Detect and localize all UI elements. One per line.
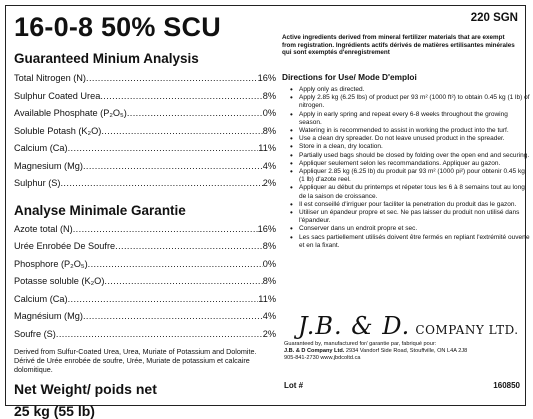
logo-company-text: COMPANY LTD. — [415, 323, 519, 337]
direction-item: • Conserver dans un endroit propre et sec. — [299, 225, 531, 233]
lot-value: 160850 — [493, 381, 520, 390]
analysis-row — [14, 238, 276, 256]
direction-item: • Partially used bags should be closed by folding over the open end and securing. — [299, 152, 531, 160]
analysis-row — [14, 105, 276, 123]
direction-item: • Utiliser un épandeur propre et sec. Ne pas laisser du produit non utilisé dans l'épandeur. — [299, 209, 531, 225]
analysis-value: 4% — [262, 160, 276, 171]
active-ingredients-text: Active ingredients derived from mineral fertilizer materials that are exempt from registration. Ingrédients actifs dérivés de matières ertilisantes minérales qui sont exemptés d'enregistrement — [282, 34, 515, 56]
analysis-value: 4% — [262, 311, 276, 321]
direction-item: • Appliquer seulement selon les recommandations. Appliquer au gazon. — [299, 160, 531, 168]
analysis-row — [14, 326, 276, 344]
company-address: 2934 Vandorf Side Road, Stouffville, ON L4A 2J8 — [344, 348, 468, 355]
analysis-row — [14, 70, 276, 88]
analysis-name: Magnésium (Mg) — [14, 311, 83, 321]
analysis-value: 2% — [262, 178, 276, 188]
analysis-value: 11% — [258, 293, 276, 304]
lot-label: Lot # — [284, 381, 304, 390]
direction-item: • Apply only as directed. — [299, 86, 531, 94]
analysis-row — [14, 308, 276, 326]
analysis-name: Urée Enrobée De Soufre — [14, 241, 116, 251]
guaranteed-analysis-heading-fr: Analyse Minimale Garantie — [14, 202, 186, 218]
direction-item: • Les sacs partiellement utilisés doivent être fermés en repliant l'extrémité ouverte et en la fixant. — [299, 234, 531, 250]
net-weight-label: Net Weight/ poids net — [14, 381, 157, 398]
analysis-name: Sulphur Coated Urea — [14, 90, 101, 101]
directions-heading: Directions for Use/ Mode D'emploi — [282, 72, 417, 82]
direction-item: • Store in a clean, dry location. — [299, 143, 531, 151]
guaranteed-analysis-en — [14, 70, 276, 193]
analysis-name: Total Nitrogen (N) — [14, 73, 86, 83]
derived-from-text: Derived from Sulfur-Coated Urea, Urea, Muriate of Potassium and Dolomite. Dérivé de Urée enrobée de soufre, Urée, Muriate de potassium et calcaire dolomitique. — [14, 347, 257, 374]
analysis-name: Magnesium (Mg) — [14, 160, 83, 171]
analysis-value: 8% — [262, 276, 276, 286]
analysis-name: Phosphore (P₂O₅) — [14, 258, 88, 269]
company-contact: 905-841-2730 www.jbdcoltd.ca — [284, 355, 361, 362]
guaranteed-analysis-heading-en: Guaranteed Minium Analysis — [14, 51, 199, 66]
logo-mark: J.B. & D. — [298, 312, 411, 340]
directions-list — [282, 86, 531, 250]
analysis-value: 16% — [257, 73, 276, 83]
direction-item: • Apply 2.85 kg (6.25 lbs) of product per 93 m² (1000 ft²) to obtain 0.45 kg (1 lb) of nitrogen. — [299, 94, 531, 110]
direction-item: • Il est conseillé d'irriguer pour faciliter la penetration du produit das le gazon. — [299, 201, 531, 209]
direction-item: • Appliquer 2.85 kg (6.25 lb) du produit par 93 m² (1000 pi²) pour obtenir 0.45 kg (1 lb) d'azote reel. — [299, 168, 531, 184]
direction-item: • Use a clean dry spreader. Do not leave unused product in the spreader. — [299, 135, 531, 143]
direction-item: • Appliquer au début du printemps et répeter tous les 6 à 8 semains tout au long de la saison de croissance. — [299, 184, 531, 200]
analysis-name: Soufre (S) — [14, 328, 56, 339]
analysis-name: Soluble Potash (K₂O) — [14, 125, 102, 136]
analysis-row — [14, 123, 276, 141]
direction-item: • Apply in early spring and repeat every 6-8 weeks throughout the growing season. — [299, 111, 531, 127]
analysis-name: Azote total (N) — [14, 223, 73, 234]
guarantee-block — [284, 341, 516, 363]
company-logo — [298, 312, 519, 340]
net-weight-value: 25 kg (55 lb) — [14, 403, 95, 419]
analysis-name: Calcium (Ca) — [14, 143, 68, 153]
guaranteed-analysis-fr — [14, 221, 276, 344]
analysis-name: Sulphur (S) — [14, 178, 61, 188]
analysis-row — [14, 175, 276, 193]
analysis-row — [14, 221, 276, 239]
left-column — [14, 12, 276, 419]
analysis-value: 11% — [258, 143, 276, 153]
analysis-name: Calcium (Ca) — [14, 293, 68, 304]
analysis-row — [14, 256, 276, 274]
lot-number — [284, 381, 520, 390]
analysis-row — [14, 88, 276, 106]
analysis-value: 8% — [262, 90, 276, 101]
guarantee-address — [284, 348, 516, 355]
analysis-row — [14, 291, 276, 309]
analysis-value: 0% — [262, 108, 276, 118]
analysis-name: Potasse soluble (K₂O) — [14, 276, 105, 286]
analysis-value: 2% — [262, 328, 276, 339]
analysis-value: 8% — [262, 125, 276, 136]
analysis-row — [14, 158, 276, 176]
analysis-value: 8% — [262, 241, 276, 251]
analysis-value: 0% — [262, 258, 276, 269]
analysis-value: 16% — [257, 223, 276, 234]
analysis-row — [14, 273, 276, 291]
guarantee-line: Guaranteed by, manufactured for/ garantie par, fabriqué pour: — [284, 341, 437, 347]
direction-item: • Watering in is recommended to assist in working the product into the turf. — [299, 127, 531, 135]
company-name: J.B. & D Company Ltd. — [284, 348, 345, 355]
product-title: 16-0-8 50% SCU — [14, 12, 221, 42]
analysis-name: Available Phosphate (P₂O₅) — [14, 108, 127, 118]
analysis-row — [14, 140, 276, 158]
sgn-code: 220 SGN — [470, 12, 518, 24]
